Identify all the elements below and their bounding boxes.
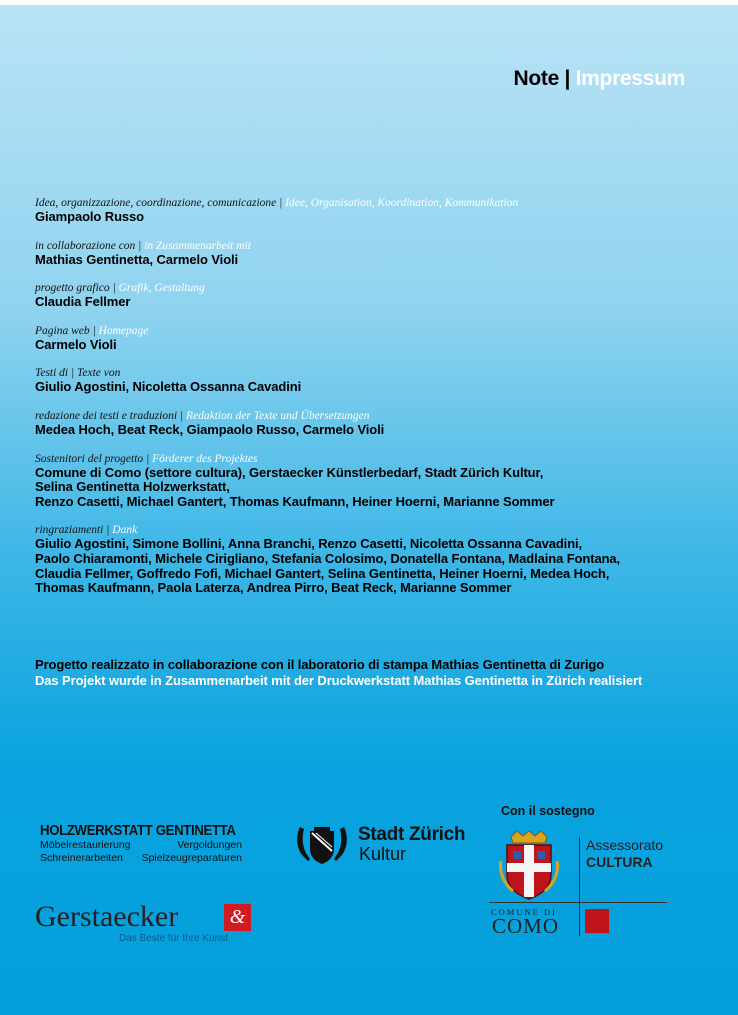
credit-graphic-design (35, 281, 715, 310)
credit-label: ringraziamenti | Dank (35, 524, 138, 537)
credit-label: in collaborazione con | in Zusammenarbeit mit (35, 239, 251, 252)
credit-idea (35, 196, 715, 225)
label-german: Grafik, Gestaltung (118, 282, 205, 295)
title-italian: Note (513, 67, 559, 90)
como-assessorato: Assessorato (586, 837, 664, 853)
page-title (514, 67, 685, 91)
label-german: in Zusammenarbeit mit (144, 239, 251, 252)
label-german: Redaktion der Texte und Übersetzungen (185, 409, 370, 422)
label-italian: ringraziamenti (35, 524, 104, 537)
label-italian: Pagina web (35, 324, 90, 337)
label-italian: Idea, organizzazione, coordinazione, comunicazione (35, 197, 277, 209)
zurich-title: Stadt Zürich (358, 824, 466, 845)
credit-label: Sostenitori del progetto | Förderer des Projektes (35, 452, 258, 465)
label-german: Förderer des Projektes (152, 452, 258, 465)
support-label: Con il sostegno (501, 804, 595, 818)
project-statement (35, 657, 642, 688)
label-german: Dank (112, 524, 138, 537)
credit-names: Giulio Agostini, Simone Bollini, Anna Branchi, Renzo Casetti, Nicoletta Ossanna Cavadini, Paolo Chiaramonti, Michele Cirigliano, Stefania Colosimo, Donatella Fontana, Madlaina Fontana, Claudia Fellmer, Goffredo Fofi, Michael Gantert, Selina Gentinetta, Heiner Hoerni, Medea Hoch, Thomas Kaufmann, Paola Laterza, Andrea Pirro, Beat Reck, Marianne Sommer (35, 536, 621, 596)
impressum-page (0, 5, 738, 1015)
holzwerkstatt-logo (40, 823, 242, 865)
label-italian: Testi di | Texte von (35, 367, 121, 380)
comune-di-como-logo (489, 828, 669, 938)
credit-names: Comune di Como (settore cultura), Gerstaecker Künstlerbedarf, Stadt Zürich Kultur, Selina Gentinetta Holzwerkstatt, Renzo Casetti, Michael Gantert, Thomas Kaufmann, Heiner Hoerni, Marianne Sommer (35, 464, 555, 509)
como-divider-vertical (579, 837, 580, 936)
como-red-square-icon (585, 909, 609, 933)
credit-editing (35, 409, 715, 438)
gerstaecker-ampersand-icon: & (224, 904, 251, 931)
title-german: Impressum (575, 67, 685, 90)
credit-names: Claudia Fellmer (35, 294, 131, 310)
project-italian: Progetto realizzato in collaborazione con il laboratorio di stampa Mathias Gentinetta di Zurigo (35, 657, 605, 672)
credit-homepage (35, 324, 715, 353)
gerstaecker-tagline: Das Beste für Ihre Kunst (119, 933, 228, 944)
credit-names: Carmelo Violi (35, 336, 117, 352)
label-italian: in collaborazione con (35, 239, 136, 252)
credit-names: Medea Hoch, Beat Reck, Giampaolo Russo, Carmelo Violi (35, 421, 385, 437)
credit-names: Giulio Agostini, Nicoletta Ossanna Cavadini (35, 379, 302, 395)
label-german: Idee, Organisation, Koordination, Kommunikation (285, 197, 519, 209)
credit-label: Pagina web | Homepage (35, 324, 149, 337)
holzwerkstatt-title: HOLZWERKSTATT GENTINETTA (40, 823, 236, 839)
holzwerkstatt-service: Schreinerarbeiten (40, 852, 123, 864)
credit-names: Giampaolo Russo (35, 209, 145, 224)
credit-label: Idea, organizzazione, coordinazione, comunicazione | Idee, Organisation, Koordination, Kommunikation (35, 197, 519, 209)
title-separator: | (558, 67, 576, 90)
como-divider-horizontal (489, 902, 667, 903)
holzwerkstatt-service: Möbelrestaurierung (40, 839, 131, 851)
credit-collaboration (35, 239, 715, 268)
como-comune-di: COMUNE DI (491, 907, 557, 917)
holzwerkstatt-row (40, 852, 242, 865)
holzwerkstatt-row (40, 839, 242, 852)
holzwerkstatt-service: Vergoldungen (177, 839, 242, 851)
credit-texts (35, 366, 715, 395)
credit-supporters (35, 452, 715, 510)
label-german: Homepage (98, 324, 149, 337)
credit-label (35, 366, 715, 380)
label-italian: redazione dei testi e traduzioni (35, 409, 178, 422)
credit-thanks (35, 523, 715, 595)
credit-names: Mathias Gentinetta, Carmelo Violi (35, 251, 239, 267)
como-cultura: CULTURA (586, 854, 653, 870)
como-wordmark: COMO (492, 914, 560, 938)
stadt-zurich-logo (294, 823, 484, 869)
gerstaecker-wordmark: Gerstaecker (35, 900, 179, 933)
holzwerkstatt-service: Spielzeugreparaturen (141, 852, 242, 864)
project-german: Das Projekt wurde in Zusammenarbeit mit der Druckwerkstatt Mathias Gentinetta in Zürich realisiert (35, 672, 643, 688)
gerstaecker-logo (35, 901, 255, 947)
como-crest-icon (499, 831, 559, 901)
credit-label: redazione dei testi e traduzioni | Redaktion der Texte und Übersetzungen (35, 409, 370, 422)
zurich-subtitle: Kultur (359, 844, 407, 864)
label-italian: Sostenitori del progetto (35, 452, 144, 465)
zurich-coat-of-arms-icon (294, 825, 350, 865)
credits-list (35, 196, 715, 610)
label-italian: progetto grafico (35, 282, 110, 295)
credit-label: progetto grafico | Grafik, Gestaltung (35, 282, 205, 295)
